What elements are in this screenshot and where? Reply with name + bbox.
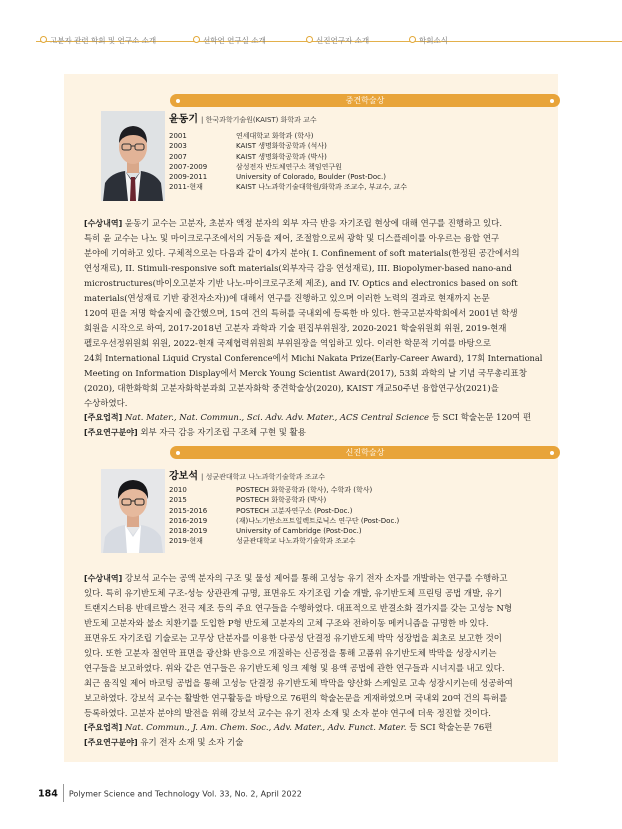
awardee-name: 강보석 [169, 471, 198, 482]
award-description: [수상내역] 강보석 교수는 공액 분자의 구조 및 물성 제어를 통해 고성능 유기 전자 소자를 개발하는 연구를 수행하고 있다. 특히 유기반도체 구조-성능 상관관계 규명, 표면유도 자기조립 기술 개발, 유기반도체 프린팅 공법 개발, 유기 트랜지스터용 반데르발스 전극 제조 등의 주요 연구들을 수행하였다. 대표적으로 반결소화 결가지를 갖는 고성능 N형 반도체 고분자와 불소 치환기를 도입한 P형 반도체 고분자의 고체 구조와 전하이동 메커니즘을 규명한 바 있다. 표면유도 자기조립 기술로는 고무상 단분자를 이용한 다공성 단결정 유기반도체 박막 성장법을 최초로 보고한 것이 있다. 또한 고분자 절연막 표면을 광산화 반응으로 개질하는 신공정을 통해 고품위 유기반도체 박막을 성장시키는 연구들을 보고하였다. 위와 같은 연구들은 유기반도체 잉크 제형 및 용액 공법에 관한 연구들과 시너지를 내고 있다. 최근 움직일 제어 바코팅 공법을 통해 고성능 단결정 유기반도체 박막을 양산화 스케일로 고속 성장시키는데 성공하여 보고하였다. 강보석 교수는 활발한 연구활동을 바탕으로 76편의 학술논문을 게재하였으며 국내외 20여 건의 특허를 등록하였다. 고분자 분야의 발전을 위해 강보석 교수는 유기 전자 소재 및 소자 분야 연구에 더욱 정진할 것이다. [84, 573, 513, 718]
nav-item-societies[interactable]: 고분자 관련 학회 및 연구소 소개 [40, 35, 156, 46]
career-row: 2015-2016 POSTECH 고분자연구소 (Post-Doc.) [169, 506, 353, 515]
page-footer [38, 785, 302, 803]
nav-item-news[interactable]: 학회소식 [409, 35, 448, 46]
award-description: [수상내역] 윤동기 교수는 고분자, 초분자 액정 분자의 외부 자극 반응 자기조립 현상에 대해 연구를 진행하고 있다. 특히 윤 교수는 나노 및 마이크로구조에서의 거동을 제어, 조절함으로써 광학 및 디스플레이를 아우르는 융합 연구 분야에 기여하고 있다. 구체적으로는 다음과 같이 4가지 분야( I. Confinement of soft materials(한정된 공간에서의 연성재료), II. Stimuli-responsive soft materials(외부자극 감응 연성재료), III. Biopolymer-based nano-and microstructures(바이오고분자 기반 나노-마이크로구조체 제조), and IV. Optics and electronics based on soft materials(연성재료 기반 광전자소자))에 대해서 연구를 진행하고 있으며 이러한 노력의 결과로 현재까지 논문 120여 편을 저명 학술지에 출간했으며, 15여 건의 특허를 국내외에 등록한 바 있다. 한국고분자학회에서 2001년 학생 회원을 시작으로 하여, 2017-2018년 고분자 과학과 기술 편집부위원장, 2020-2021 학술위원회 위원, 2019-현재 펠로우선정위원회 위원, 2022-현재 국제협력위원회 부위원장을 역임하고 있다. 이러한 학문적 기여를 바탕으로 24회 International Liquid Crystal Conference에서 Michi Nakata Prize(Early-Career Award), 17회 International Meeting on Information Display에서 Merck Young Scientist Award(2017), 53회 과학의 날 기념 국무총리표창 (2020), 대한화학회 고분자화학분과회 고분자화학 중견학술상(2020), KAIST 개교50주년 융합연구상(2021)을 수상하였다. [84, 218, 543, 408]
career-row: 2018-2019 University of Cambridge (Post-Doc.) [169, 527, 362, 536]
career-row: 2016-2019 (재)나노기반소프트일렉트로닉스 연구단 (Post-Doc.) [169, 516, 400, 525]
research-field: [주요연구분야] 유기 전자 소재 및 소자 기술 [84, 737, 244, 747]
portrait-photo [101, 111, 165, 201]
journal-info: Polymer Science and Technology Vol. 33, No. 2, April 2022 [68, 789, 302, 799]
career-list [169, 485, 399, 547]
career-row: 2009-2011 University of Colorado, Boulder (Post-Doc.) [169, 173, 386, 182]
career-row: 2007 KAIST 생명화학공학과 (박사) [169, 152, 327, 161]
research-field: [주요연구분야] 외부 자극 감응 자기조립 구조체 구현 및 활용 [84, 427, 306, 437]
career-row: 2011-현재 KAIST 나노과학기술대학원/화학과 조교수, 부교수, 교수 [169, 183, 407, 192]
awardee-name-line [169, 110, 317, 125]
awardee-affiliation: | 성균관대학교 나노과학기술학과 조교수 [200, 473, 325, 481]
page-number: 184 [38, 788, 58, 800]
major-publications: [주요업적] Nat. Mater., Nat. Commun., Sci. Adv. Adv. Mater., ACS Central Science 등 SCI 학술논문 120여 편 [84, 412, 532, 422]
pin-icon [306, 36, 313, 43]
pin-icon [193, 36, 200, 43]
career-row: 2001 연세대학교 화학과 (학사) [169, 132, 314, 140]
pin-icon [40, 36, 47, 43]
career-row: 2015 POSTECH 화학공학과 (박사) [169, 496, 327, 505]
career-row: 2019-현재 성균관대학교 나노과학기술학과 조교수 [169, 537, 356, 546]
major-publications: [주요업적] Nat. Commun., J. Am. Chem. Soc., Adv. Mater., Adv. Funct. Mater. 등 SCI 학술논문 76편 [84, 722, 493, 732]
awardee-name-line [169, 467, 325, 482]
career-row: 2010 POSTECH 화학공학과 (학사), 수학과 (학사) [169, 486, 373, 494]
pin-icon [409, 36, 416, 43]
nav-item-labs[interactable]: 선학연 연구실 소개 [193, 35, 266, 46]
award-ribbon-young: 신진학술상 [170, 446, 560, 459]
nav-item-researchers[interactable]: 신진연구자 소개 [306, 35, 369, 46]
top-navigation [0, 0, 622, 60]
portrait-photo [101, 469, 165, 553]
awardee-name: 윤동기 [169, 114, 198, 125]
career-row: 2003 KAIST 생명화학공학과 (석사) [169, 142, 327, 151]
career-row: 2007-2009 삼성전자 반도체연구소 책임연구원 [169, 162, 342, 171]
awardee-affiliation: | 한국과학기술원(KAIST) 화학과 교수 [200, 116, 317, 124]
award-ribbon-midcareer: 중견학술상 [170, 94, 560, 107]
career-list [169, 131, 407, 193]
